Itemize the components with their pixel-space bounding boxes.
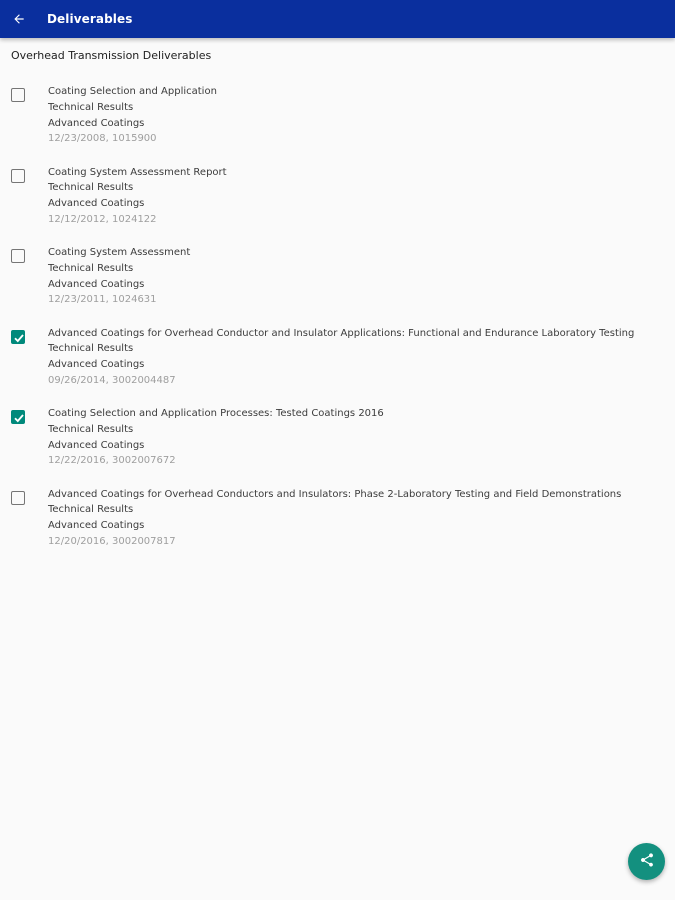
item-program: Advanced Coatings: [48, 359, 145, 371]
item-type: Technical Results: [48, 182, 134, 194]
list-item[interactable]: [0, 402, 675, 483]
item-checkbox[interactable]: [11, 88, 25, 102]
share-icon: [639, 852, 655, 872]
item-title: Advanced Coatings for Overhead Conductor and Insulator Applications: Functional and Endurance Laboratory Testing: [48, 327, 635, 339]
item-meta: 12/20/2016, 3002007817: [48, 535, 176, 547]
list-item[interactable]: [0, 161, 675, 242]
item-text: [48, 165, 227, 228]
item-title: Coating System Assessment: [48, 247, 191, 258]
list-item[interactable]: [0, 483, 675, 564]
arrow-back-icon: [12, 12, 26, 26]
item-program: Advanced Coatings: [48, 278, 145, 290]
app-bar: [0, 0, 675, 38]
list-item[interactable]: [0, 80, 675, 161]
item-program: Advanced Coatings: [48, 117, 145, 129]
item-checkbox[interactable]: [11, 410, 25, 424]
item-type: Technical Results: [48, 423, 134, 435]
item-checkbox[interactable]: [11, 330, 25, 344]
item-program: Advanced Coatings: [48, 198, 145, 210]
item-text: [48, 487, 621, 550]
item-checkbox[interactable]: [11, 169, 25, 183]
item-title: Coating System Assessment Report: [48, 166, 227, 178]
item-title: Advanced Coatings for Overhead Conductors and Insulators: Phase 2-Laboratory Testing and Field Demonstrations: [48, 488, 622, 500]
back-button[interactable]: [0, 0, 38, 38]
section-title: Overhead Transmission Deliverables: [11, 49, 212, 62]
item-program: Advanced Coatings: [48, 520, 145, 532]
item-program: Advanced Coatings: [48, 439, 145, 451]
item-type: Technical Results: [48, 504, 134, 516]
item-checkbox[interactable]: [11, 491, 25, 505]
check-icon: [12, 411, 26, 425]
item-type: Technical Results: [48, 101, 134, 113]
item-type: Technical Results: [48, 343, 134, 355]
item-title: Coating Selection and Application Processes: Tested Coatings 2016: [48, 408, 384, 419]
item-meta: 12/23/2011, 1024631: [48, 294, 157, 306]
item-checkbox[interactable]: [11, 249, 25, 263]
item-meta: 12/23/2008, 1015900: [48, 133, 157, 145]
item-text: [48, 245, 190, 308]
list-item[interactable]: [0, 322, 675, 403]
share-button[interactable]: [628, 843, 665, 880]
list-item[interactable]: [0, 241, 675, 322]
item-text: [48, 84, 217, 147]
item-meta: 12/22/2016, 3002007672: [48, 455, 176, 467]
item-text: [48, 406, 384, 469]
item-meta: 09/26/2014, 3002004487: [48, 374, 176, 386]
deliverables-list: [0, 80, 675, 563]
item-type: Technical Results: [48, 262, 134, 274]
check-icon: [12, 331, 26, 345]
item-title: Coating Selection and Application: [48, 86, 217, 97]
item-text: [48, 326, 634, 389]
page-title: Deliverables: [47, 12, 133, 26]
item-meta: 12/12/2012, 1024122: [48, 213, 157, 225]
